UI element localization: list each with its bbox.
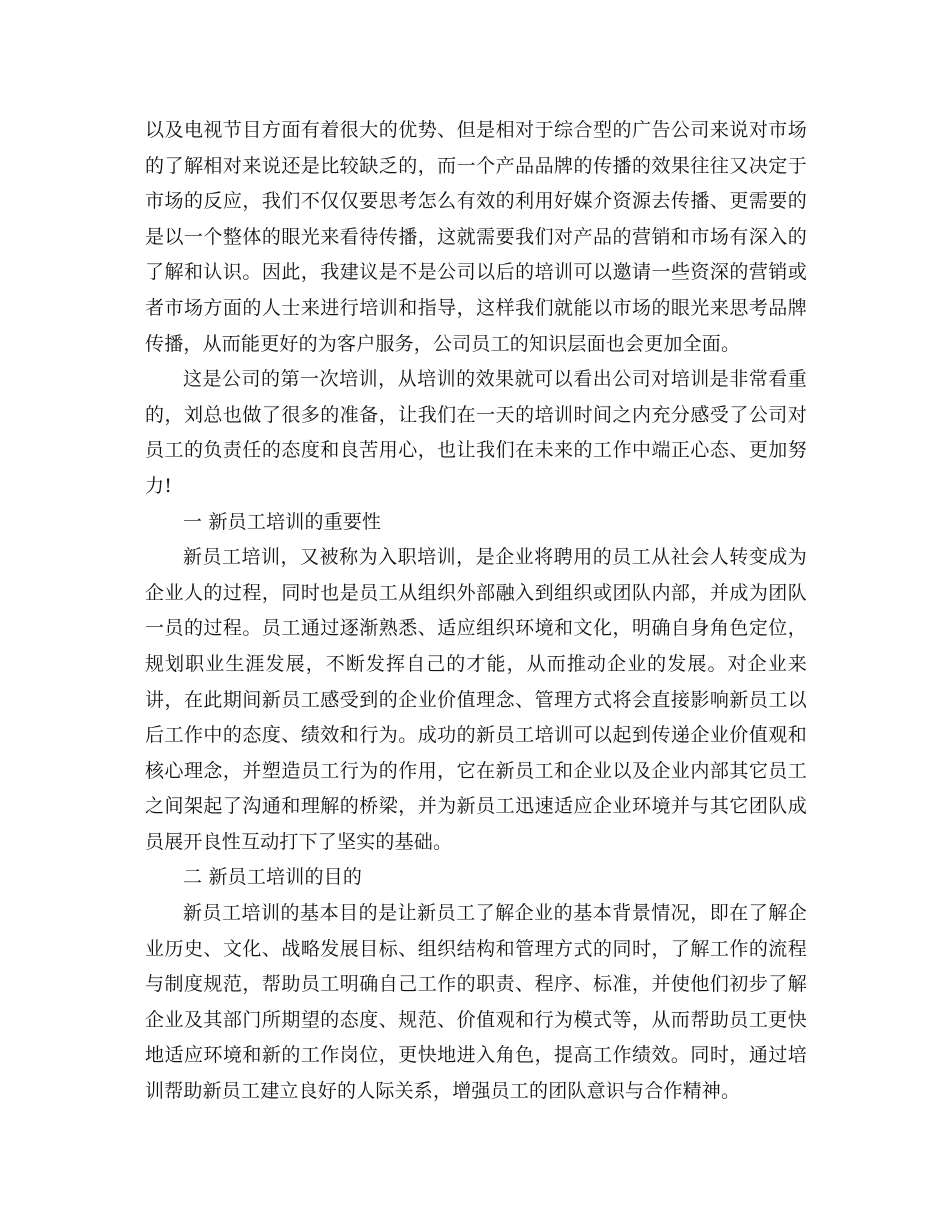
paragraph-importance: 新员工培训，又被称为入职培训，是企业将聘用的员工从社会人转变成为企业人的过程，同时也是员工从组织外部融入到组织或团队内部，并成为团队一员的过程。员工通过逐渐熟悉、适应组织环境和文化，明确自身角色定位，规划职业生涯发展，不断发挥自己的才能，从而推动企业的发展。对企业来讲，在此期间新员工感受到的企业价值理念、管理方式将会直接影响新员工以后工作中的态度、绩效和行为。成功的新员工培训可以起到传递企业价值观和核心理念，并塑造员工行为的作用，它在新员工和企业以及企业内部其它员工之间架起了沟通和理解的桥梁，并为新员工迅速适应企业环境并与其它团队成员展开良性互动打下了坚实的基础。 (145, 546, 807, 853)
paragraph-training-impression: 这是公司的第一次培训，从培训的效果就可以看出公司对培训是非常看重的，刘总也做了很多的准备，让我们在一天的培训时间之内充分感受了公司对员工的负责任的态度和良苦用心，也让我们在未来的工作中端正心态、更加努力! (145, 368, 807, 497)
section-heading-purpose: 二 新员工培训的目的 (183, 866, 363, 889)
section-heading-importance: 一 新员工培训的重要性 (183, 510, 382, 533)
document-body (145, 113, 807, 1110)
paragraph-continuation: 以及电视节目方面有着很大的优势、但是相对于综合型的广告公司来说对市场的了解相对来说还是比较缺乏的，而一个产品品牌的传播的效果往往又决定于市场的反应，我们不仅仅要思考怎么有效的利用好媒介资源去传播、更需要的是以一个整体的眼光来看待传播，这就需要我们对产品的营销和市场有深入的了解和认识。因此，我建议是不是公司以后的培训可以邀请一些资深的营销或者市场方面的人士来进行培训和指导，这样我们就能以市场的眼光来思考品牌传播，从而能更好的为客户服务，公司员工的知识层面也会更加全面。 (145, 119, 807, 355)
paragraph-purpose: 新员工培训的基本目的是让新员工了解企业的基本背景情况，即在了解企业历史、文化、战略发展目标、组织结构和管理方式的同时，了解工作的流程与制度规范，帮助员工明确自己工作的职责、程序、标准，并使他们初步了解企业及其部门所期望的态度、规范、价值观和行为模式等，从而帮助员工更快地适应环境和新的工作岗位，更快地进入角色，提高工作绩效。同时，通过培训帮助新员工建立良好的人际关系，增强员工的团队意识与合作精神。 (145, 902, 807, 1103)
